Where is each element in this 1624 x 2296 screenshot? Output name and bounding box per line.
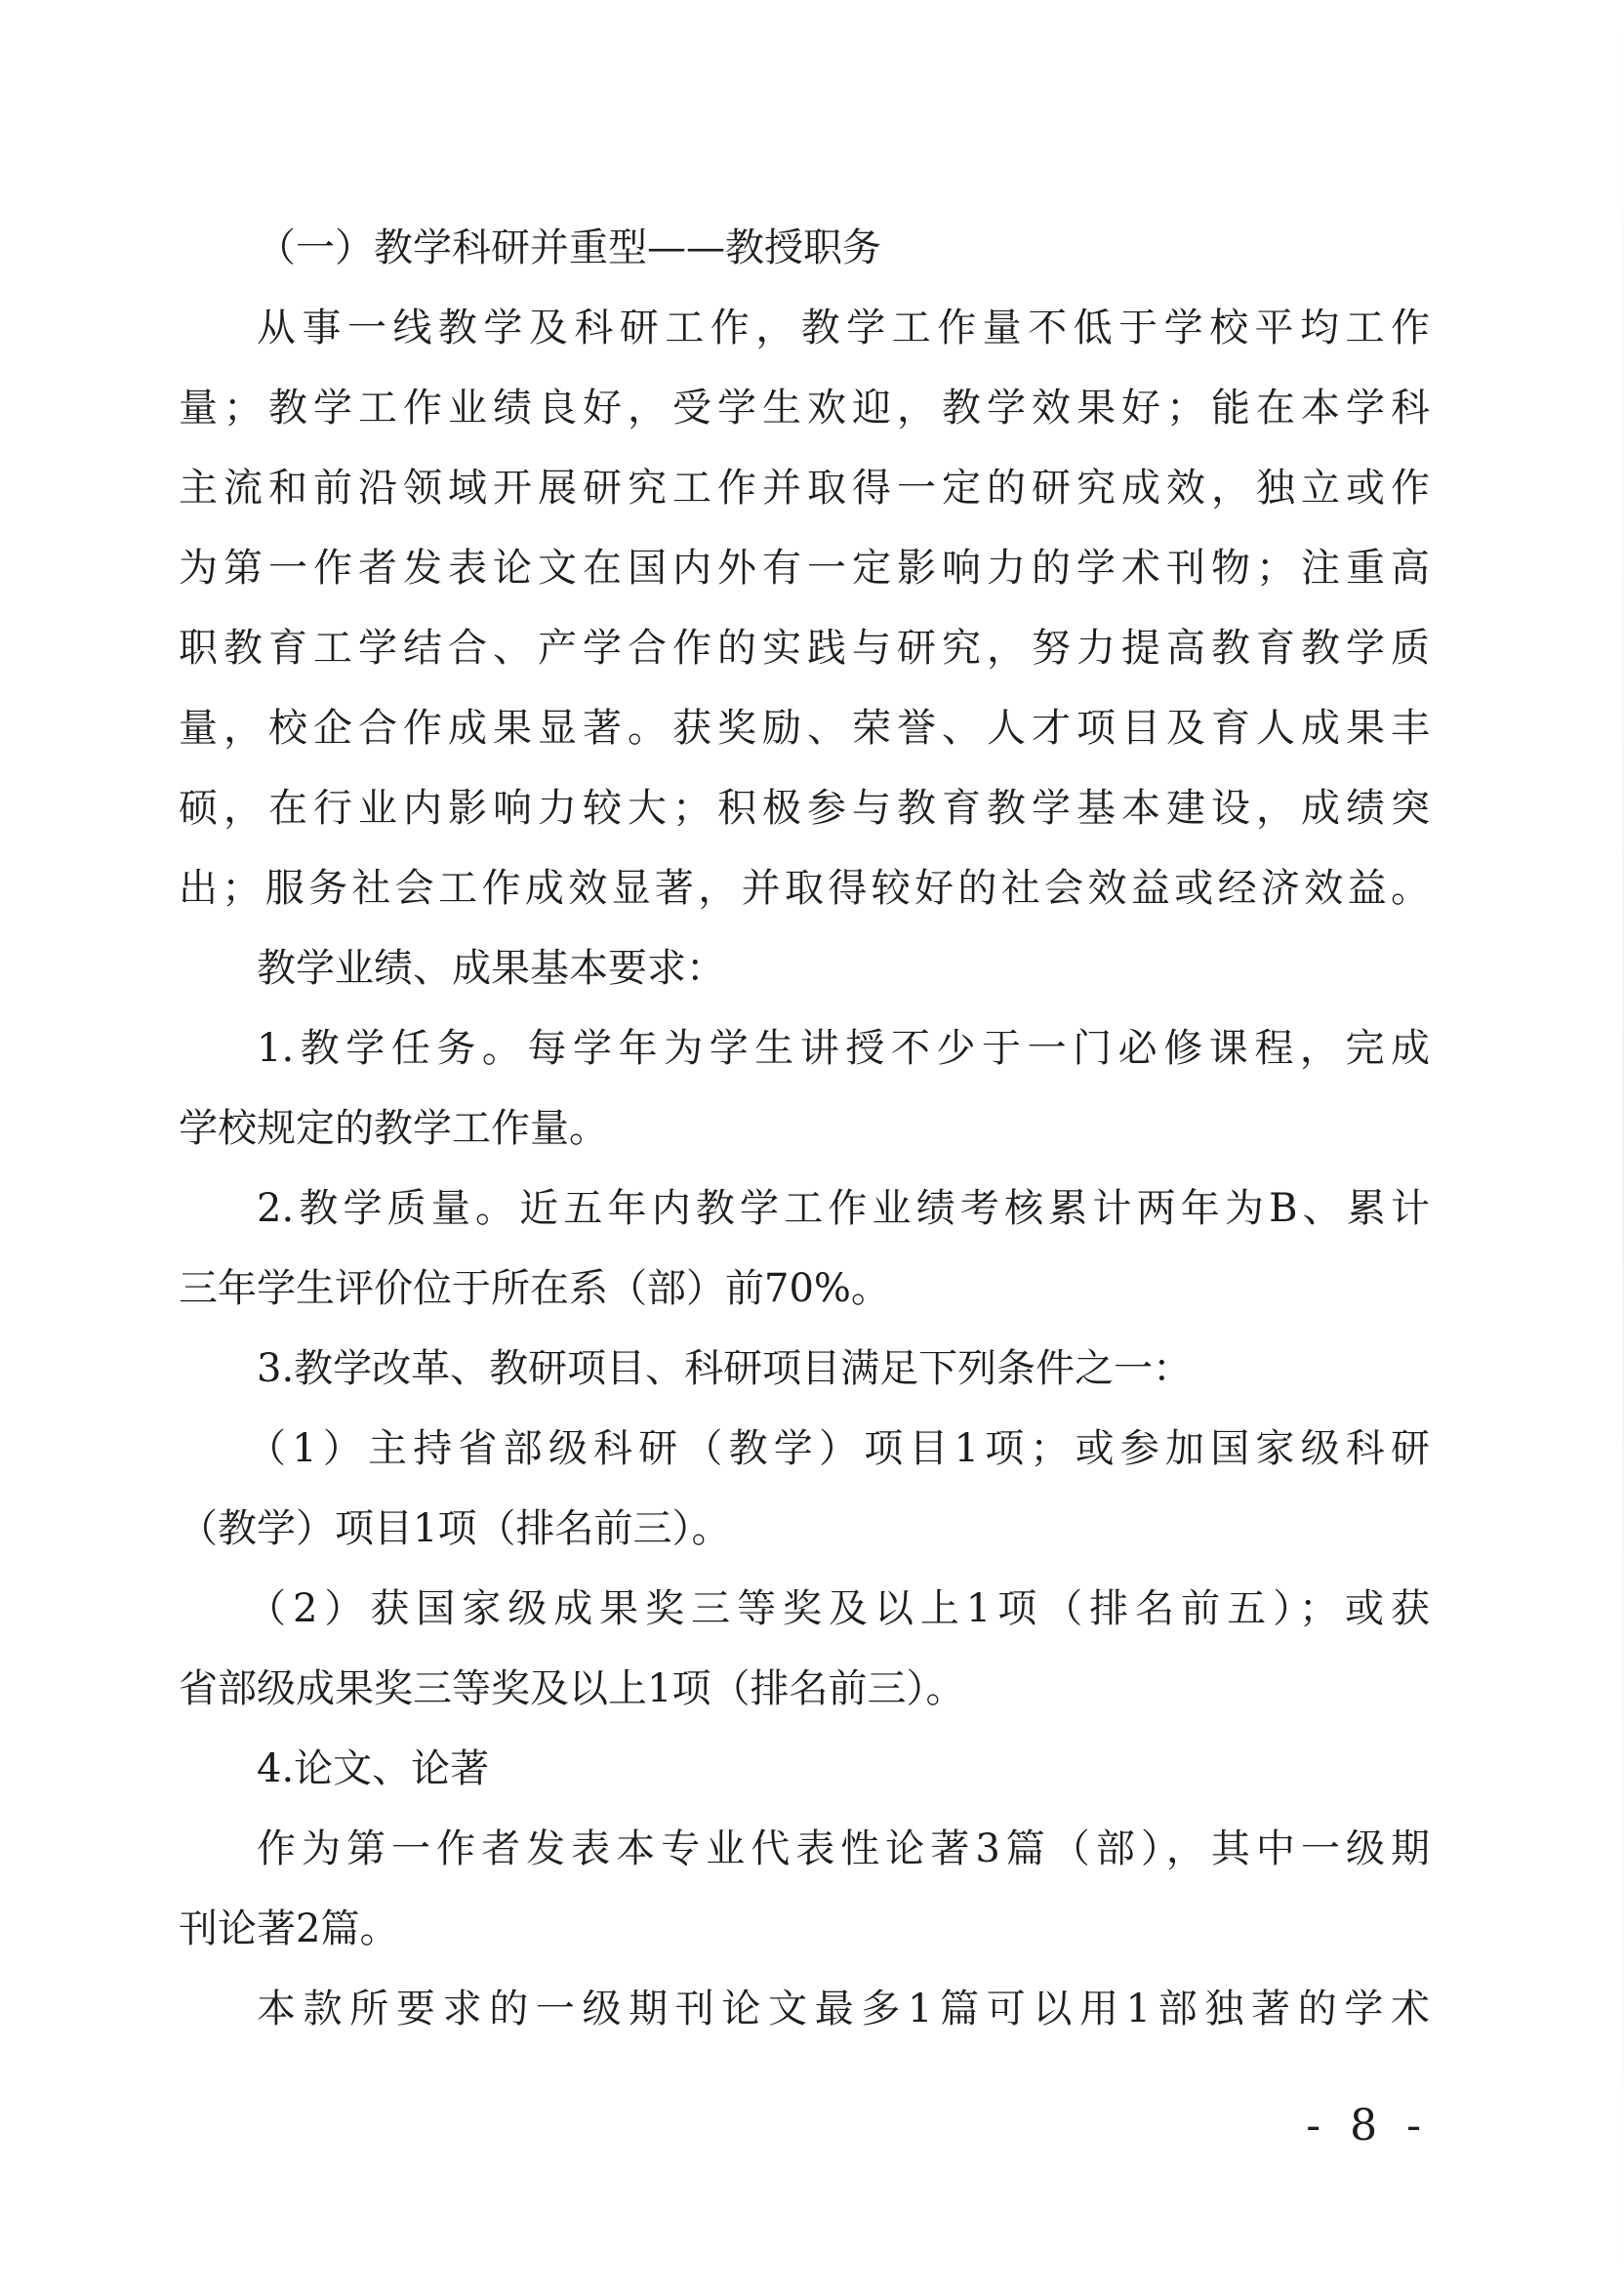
sub-requirement-item-continued: （教学）项目1项（排名前三）。 xyxy=(179,1506,731,1551)
sub-requirement-item: （1）主持省部级科研（教学）项目1项；或参加国家级科研 xyxy=(247,1426,1430,1471)
sub-requirement-item-continued: 省部级成果奖三等奖及以上1项（排名前三）。 xyxy=(179,1666,965,1711)
paragraph-line: 作为第一作者发表本专业代表性论著3篇（部），其中一级期 xyxy=(257,1826,1430,1871)
requirement-item-continued: 学校规定的教学工作量。 xyxy=(179,1106,608,1151)
requirement-item: 1.教学任务。每学年为学生讲授不少于一门必修课程，完成 xyxy=(257,1026,1430,1071)
paragraph-line: 出；服务社会工作成效显著，并取得较好的社会效益或经济效益。 xyxy=(179,866,1430,911)
section-heading: （一）教学科研并重型——教授职务 xyxy=(257,226,881,270)
paragraph-line: 量，校企合作成果显著。获奖励、荣誉、人才项目及育人成果丰 xyxy=(179,706,1430,751)
document-body xyxy=(179,208,1430,2049)
paragraph-line: 为第一作者发表论文在国内外有一定影响力的学术刊物；注重高 xyxy=(179,546,1430,591)
requirement-item: 3.教学改革、教研项目、科研项目满足下列条件之一： xyxy=(257,1346,1193,1391)
paragraph-line: 量；教学工作业绩良好，受学生欢迎，教学效果好；能在本学科 xyxy=(179,386,1430,430)
sub-requirement-item: （2）获国家级成果奖三等奖及以上1项（排名前五）；或获 xyxy=(247,1586,1430,1631)
paragraph-line: 刊论著2篇。 xyxy=(179,1906,399,1951)
paragraph-line: 硕，在行业内影响力较大；积极参与教育教学基本建设，成绩突 xyxy=(179,786,1430,831)
paragraph-line: 本款所要求的一级期刊论文最多1篇可以用1部独著的学术 xyxy=(257,1987,1430,2031)
paragraph-line: 职教育工学结合、产学合作的实践与研究，努力提高教育教学质 xyxy=(179,626,1430,671)
requirements-heading: 教学业绩、成果基本要求： xyxy=(257,946,725,991)
paragraph-line: 从事一线教学及科研工作，教学工作量不低于学校平均工作 xyxy=(257,306,1430,350)
page-number: - 8 - xyxy=(1306,2101,1429,2151)
requirement-item: 4.论文、论著 xyxy=(257,1746,490,1791)
requirement-item-continued: 三年学生评价位于所在系（部）前70%。 xyxy=(179,1266,890,1311)
paragraph-line: 主流和前沿领域开展研究工作并取得一定的研究成效，独立或作 xyxy=(179,466,1430,511)
requirement-item: 2.教学质量。近五年内教学工作业绩考核累计两年为B、累计 xyxy=(257,1186,1430,1231)
